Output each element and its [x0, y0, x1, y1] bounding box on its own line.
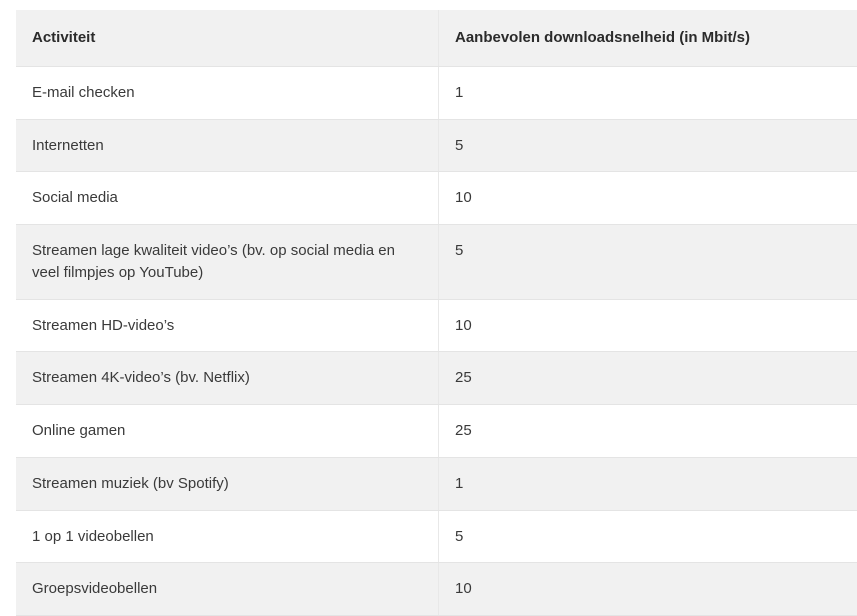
cell-activity: Streamen 4K-video’s (bv. Netflix) — [16, 352, 439, 405]
cell-activity: Streamen HD-video’s — [16, 299, 439, 352]
cell-activity: Streamen lage kwaliteit video’s (bv. op social media en veel filmpjes op YouTube) — [16, 225, 439, 300]
table-header-row — [16, 10, 857, 66]
table-row — [16, 299, 857, 352]
cell-activity: Online gamen — [16, 405, 439, 458]
cell-speed: 5 — [439, 119, 857, 172]
recommended-speeds-table — [16, 10, 857, 616]
table-row — [16, 457, 857, 510]
table-row — [16, 405, 857, 458]
table-body — [16, 66, 857, 615]
cell-speed: 10 — [439, 172, 857, 225]
table-row — [16, 225, 857, 300]
cell-activity: E-mail checken — [16, 66, 439, 119]
cell-speed: 5 — [439, 510, 857, 563]
cell-activity: Social media — [16, 172, 439, 225]
cell-speed: 10 — [439, 563, 857, 616]
table-row — [16, 352, 857, 405]
cell-speed: 25 — [439, 352, 857, 405]
cell-speed: 10 — [439, 299, 857, 352]
cell-activity: Internetten — [16, 119, 439, 172]
table-header — [16, 10, 857, 66]
cell-speed: 25 — [439, 405, 857, 458]
cell-activity: Streamen muziek (bv Spotify) — [16, 457, 439, 510]
cell-speed: 5 — [439, 225, 857, 300]
table-row — [16, 172, 857, 225]
column-header-activity: Activiteit — [16, 10, 439, 66]
cell-activity: 1 op 1 videobellen — [16, 510, 439, 563]
cell-speed: 1 — [439, 457, 857, 510]
cell-speed: 1 — [439, 66, 857, 119]
column-header-speed: Aanbevolen downloadsnelheid (in Mbit/s) — [439, 10, 857, 66]
table-row — [16, 510, 857, 563]
table-row — [16, 66, 857, 119]
table-row — [16, 563, 857, 616]
cell-activity: Groepsvideobellen — [16, 563, 439, 616]
table-row — [16, 119, 857, 172]
